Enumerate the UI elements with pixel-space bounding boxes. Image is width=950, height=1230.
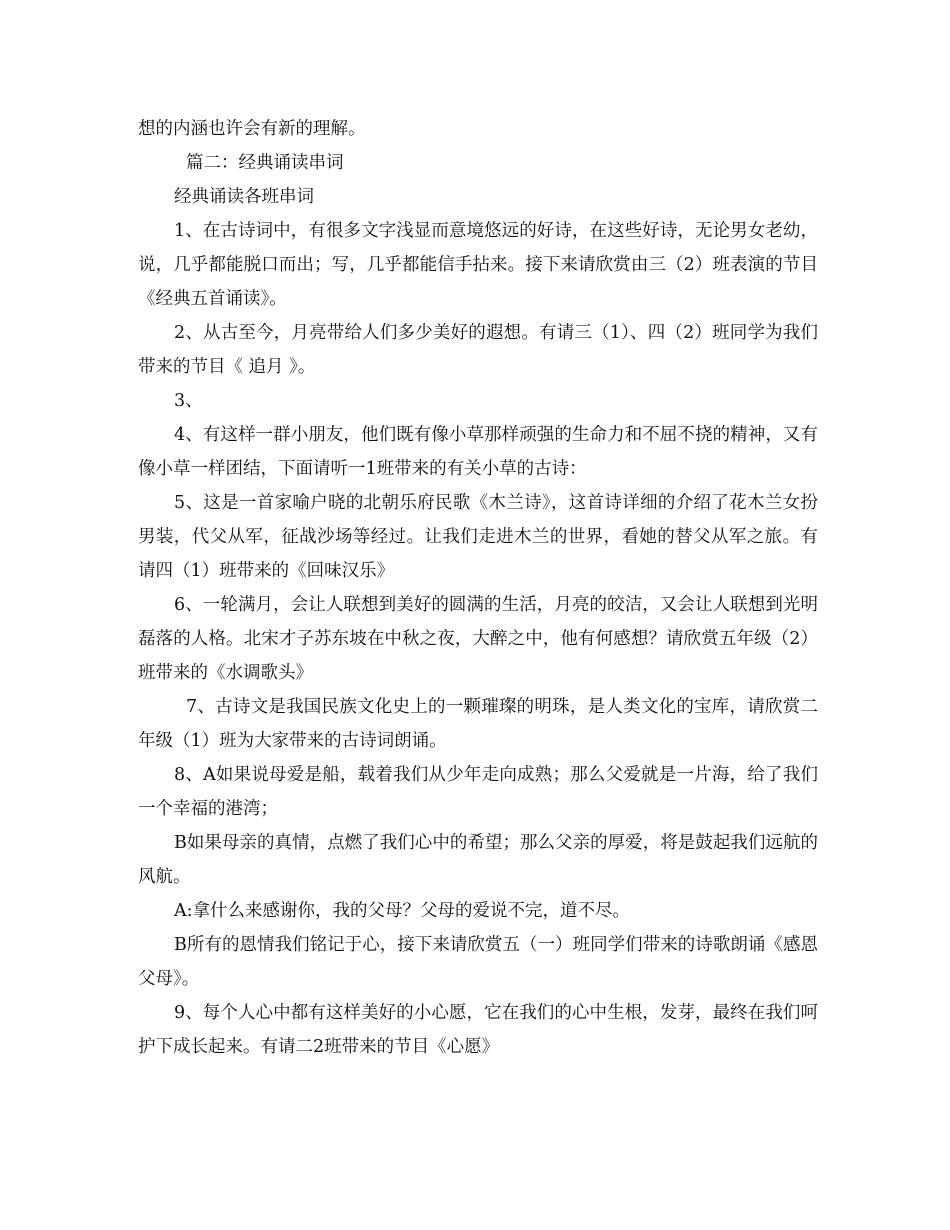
paragraph-item-8b: B如果母亲的真情，点燃了我们心中的希望；那么父亲的厚爱，将是鼓起我们远航的风航。 bbox=[138, 833, 818, 887]
paragraph-item-9: 9、每个人心中都有这样美好的小心愿，它在我们的心中生根，发芽，最终在我们呵护下成长起来。有请二2班带来的节目《心愿》 bbox=[138, 1003, 818, 1057]
section-subtitle: 经典诵读各班串词 bbox=[174, 187, 314, 207]
paragraph-item-2: 2、从古至今，月亮带给人们多少美好的遐想。有请三（1）、四（2）班同学为我们带来的节目《 追月 》。 bbox=[138, 323, 818, 377]
paragraph-item-3: 3、 bbox=[174, 391, 203, 411]
section-title: 篇二：经典诵读串词 bbox=[186, 153, 344, 173]
paragraph-item-1: 1、在古诗词中，有很多文字浅显而意境悠远的好诗，在这些好诗，无论男女老幼，说，几乎都能脱口而出；写，几乎都能信手拈来。接下来请欣赏由三（2）班表演的节目《经典五首诵读》。 bbox=[138, 221, 818, 309]
paragraph-item-8c: A:拿什么来感谢你，我的父母？父母的爱说不完，道不尽。 bbox=[174, 901, 631, 921]
paragraph-item-7: 7、古诗文是我国民族文化史上的一颗璀璨的明珠，是人类文化的宝库，请欣赏二年级（1）班为大家带来的古诗词朗诵。 bbox=[138, 697, 818, 751]
paragraph-item-8d: B所有的恩情我们铭记于心，接下来请欣赏五（一）班同学们带来的诗歌朗诵《感恩父母》。 bbox=[138, 935, 818, 989]
paragraph-item-8a: 8、A如果说母爱是船，载着我们从少年走向成熟；那么父爱就是一片海，给了我们一个幸福的港湾； bbox=[138, 765, 818, 819]
paragraph-item-4: 4、有这样一群小朋友，他们既有像小草那样顽强的生命力和不屈不挠的精神，又有像小草一样团结，下面请听一1班带来的有关小草的古诗： bbox=[138, 425, 818, 479]
paragraph-item-6: 6、一轮满月，会让人联想到美好的圆满的生活，月亮的皎洁，又会让人联想到光明磊落的人格。北宋才子苏东坡在中秋之夜，大醉之中，他有何感想？请欣赏五年级（2）班带来的《水调歌头》 bbox=[138, 595, 818, 683]
paragraph-continuation: 想的内涵也许会有新的理解。 bbox=[138, 119, 366, 139]
document-body bbox=[138, 112, 818, 1064]
paragraph-item-5: 5、这是一首家喻户晓的北朝乐府民歌《木兰诗》，这首诗详细的介绍了花木兰女扮男装，代父从军，征战沙场等经过。让我们走进木兰的世界，看她的替父从军之旅。有请四（1）班带来的《回味汉乐》 bbox=[138, 493, 818, 581]
